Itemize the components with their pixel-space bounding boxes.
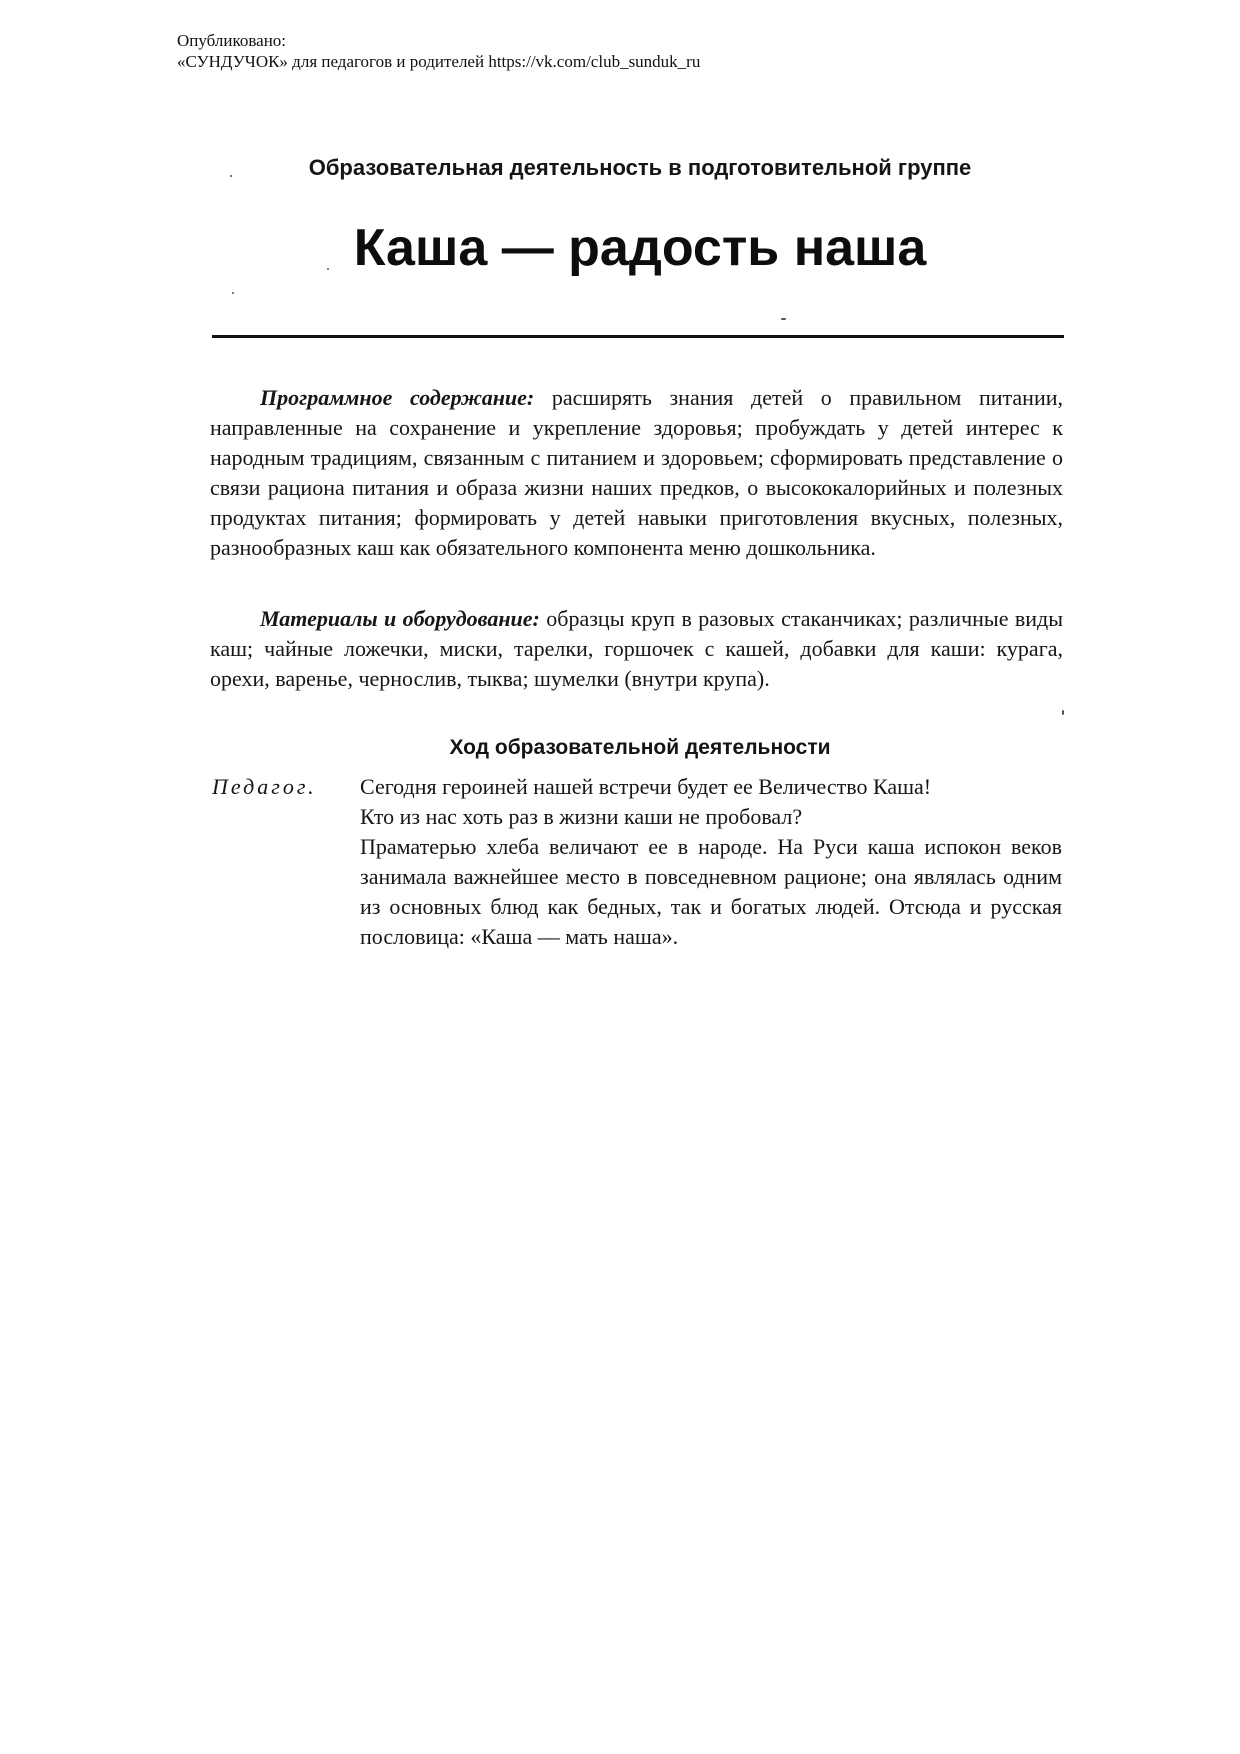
program-content xyxy=(210,383,1063,563)
scan-speck xyxy=(781,318,786,320)
activity-section-title: Ход образовательной деятельности xyxy=(449,736,831,759)
materials-equipment xyxy=(210,604,1063,694)
publication-line-1: Опубликовано: xyxy=(177,31,287,50)
publication-note xyxy=(177,30,700,72)
materials-text: образцы круп в разовых стаканчиках; различные виды каш; чайные ложечки, миски, тарелки, горшочек с кашей, добавки для каши: курага, орехи, варенье, чернослив, тыква; шумелки (внутри крупа). xyxy=(210,606,1063,691)
speech-line-2: Кто из нас хоть раз в жизни каши не пробовал? xyxy=(360,804,803,829)
page-title: Каша — радость наша xyxy=(353,219,927,277)
publication-line-2: «СУНДУЧОК» для педагогов и родителей https://vk.com/club_sunduk_ru xyxy=(177,52,701,71)
dialogue-speaker: Педагог. xyxy=(212,774,317,799)
scan-speck xyxy=(232,292,234,294)
dialogue-speech xyxy=(360,772,1062,952)
program-content-label: Программное содержание: xyxy=(260,385,535,410)
speech-line-1: Сегодня героиней нашей встречи будет ее Величество Каша! xyxy=(360,774,932,799)
section-header: Образовательная деятельность в подготовительной группе xyxy=(308,155,972,180)
scan-speck xyxy=(1062,710,1064,715)
scan-speck xyxy=(230,175,232,177)
speech-line-3: Праматерью хлеба величают ее в народе. На Руси каша испокон веков занимала важнейшее место в повседневном рационе; она являлась одним из основных блюд как бедных, так и богатых людей. Отсюда и русская пословица: «Каша — мать наша». xyxy=(360,834,1062,949)
materials-label: Материалы и оборудование: xyxy=(260,606,540,631)
program-content-text: расширять знания детей о правильном питании, направленные на сохранение и укрепление здоровья; пробуждать у детей интерес к народным традициям, связанным с питанием и здоровьем; сформировать представление о связи рациона питания и образа жизни наших предков, о высококалорийных и полезных продуктах питания; формировать у детей навыки приготовления вкусных, полезных, разнообразных каш как обязательного компонента меню дошкольника. xyxy=(210,385,1063,560)
scan-speck xyxy=(327,268,329,270)
title-divider xyxy=(212,335,1064,338)
